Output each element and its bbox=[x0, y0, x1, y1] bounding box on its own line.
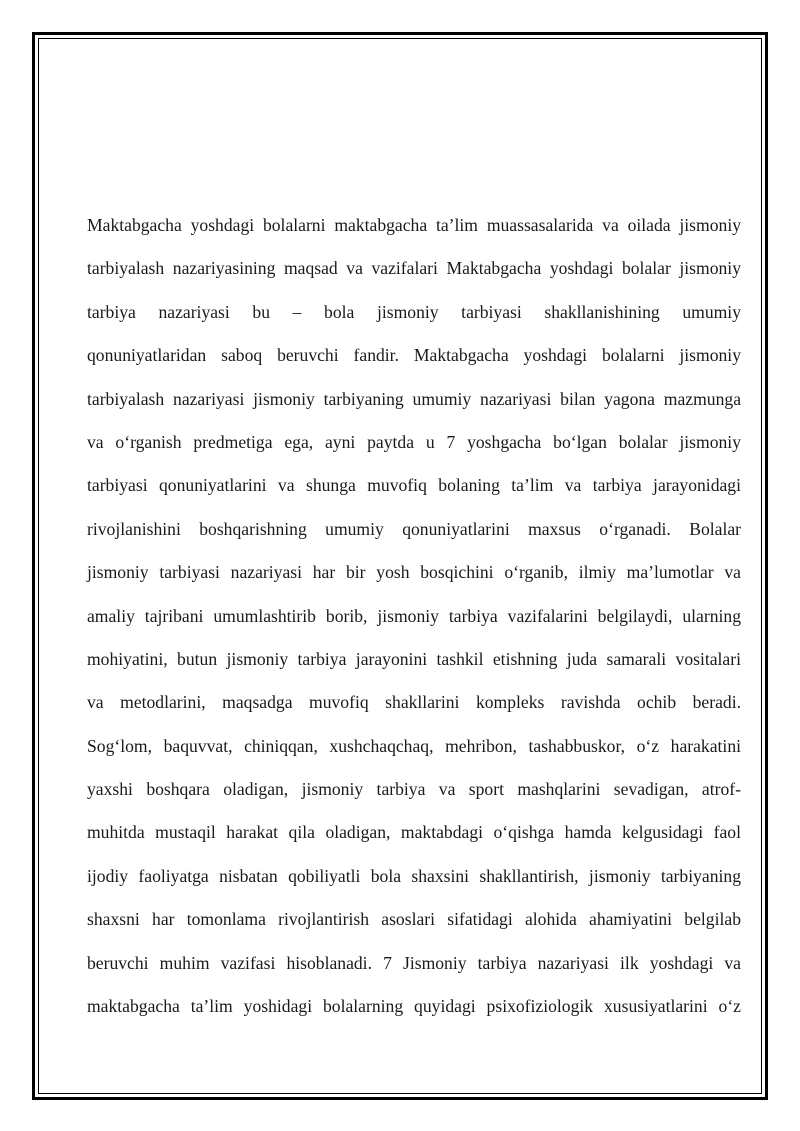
text-line: yaxshi boshqara oladigan, jismoniy tarbiya va sport mashqlarini sevadigan, atrof- bbox=[87, 779, 741, 800]
text-line: muhitda mustaqil harakat qila oladigan, maktabdagi o‘qishga hamda kelgusidagi faol bbox=[87, 822, 741, 843]
text-line: va o‘rganish predmetiga ega, ayni paytda u 7 yoshgacha bo‘lgan bolalar jismoniy bbox=[87, 431, 741, 452]
text-line: Maktabgacha yoshdagi bolalarni maktabgacha ta’lim muassasalarida va oilada jismoniy bbox=[87, 215, 741, 235]
text-line: qonuniyatlaridan saboq beruvchi fandir. Maktabgacha yoshdagi bolalarni jismoniy bbox=[87, 345, 741, 366]
text-line: rivojlanishini boshqarishning umumiy qonuniyatlarini maxsus o‘rganadi. Bolalar bbox=[87, 518, 741, 539]
text-line: tarbiyasi qonuniyatlarini va shunga muvofiq bolaning ta’lim va tarbiya jarayonidagi bbox=[87, 475, 741, 496]
text-line: tarbiyalash nazariyasi jismoniy tarbiyaning umumiy nazariyasi bilan yagona mazmunga bbox=[87, 388, 741, 409]
text-line: jismoniy tarbiyasi nazariyasi har bir yosh bosqichini o‘rganib, ilmiy ma’lumotlar va bbox=[87, 562, 741, 583]
text-line: mohiyatini, butun jismoniy tarbiya jarayonini tashkil etishning juda samarali vositalari bbox=[87, 648, 741, 669]
text-line: tarbiya nazariyasi bu – bola jismoniy tarbiyasi shakllanishining umumiy bbox=[87, 301, 741, 322]
text-line: maktabgacha ta’lim yoshidagi bolalarning quyidagi psixofiziologik xususiyatlarini o‘z bbox=[87, 996, 741, 1017]
text-line: shaxsni har tomonlama rivojlantirish asoslari sifatidagi alohida ahamiyatini belgilab bbox=[87, 909, 741, 930]
body-paragraph bbox=[87, 207, 741, 1031]
text-line: ijodiy faoliyatga nisbatan qobiliyatli bola shaxsini shakllantirish, jismoniy tarbiyaning bbox=[87, 865, 741, 886]
text-line: amaliy tajribani umumlashtirib borib, jismoniy tarbiya vazifalarini belgilaydi, ularning bbox=[87, 605, 741, 626]
text-line: beruvchi muhim vazifasi hisoblanadi. 7 Jismoniy tarbiya nazariyasi ilk yoshdagi va bbox=[87, 952, 741, 973]
text-line: Sog‘lom, baquvvat, chiniqqan, xushchaqchaq, mehribon, tashabbuskor, o‘z harakatini bbox=[87, 735, 741, 756]
text-line: tarbiyalash nazariyasining maqsad va vazifalari Maktabgacha yoshdagi bolalar jismoniy bbox=[87, 258, 741, 279]
text-line: va metodlarini, maqsadga muvofiq shakllarini kompleks ravishda ochib beradi. bbox=[87, 692, 741, 713]
